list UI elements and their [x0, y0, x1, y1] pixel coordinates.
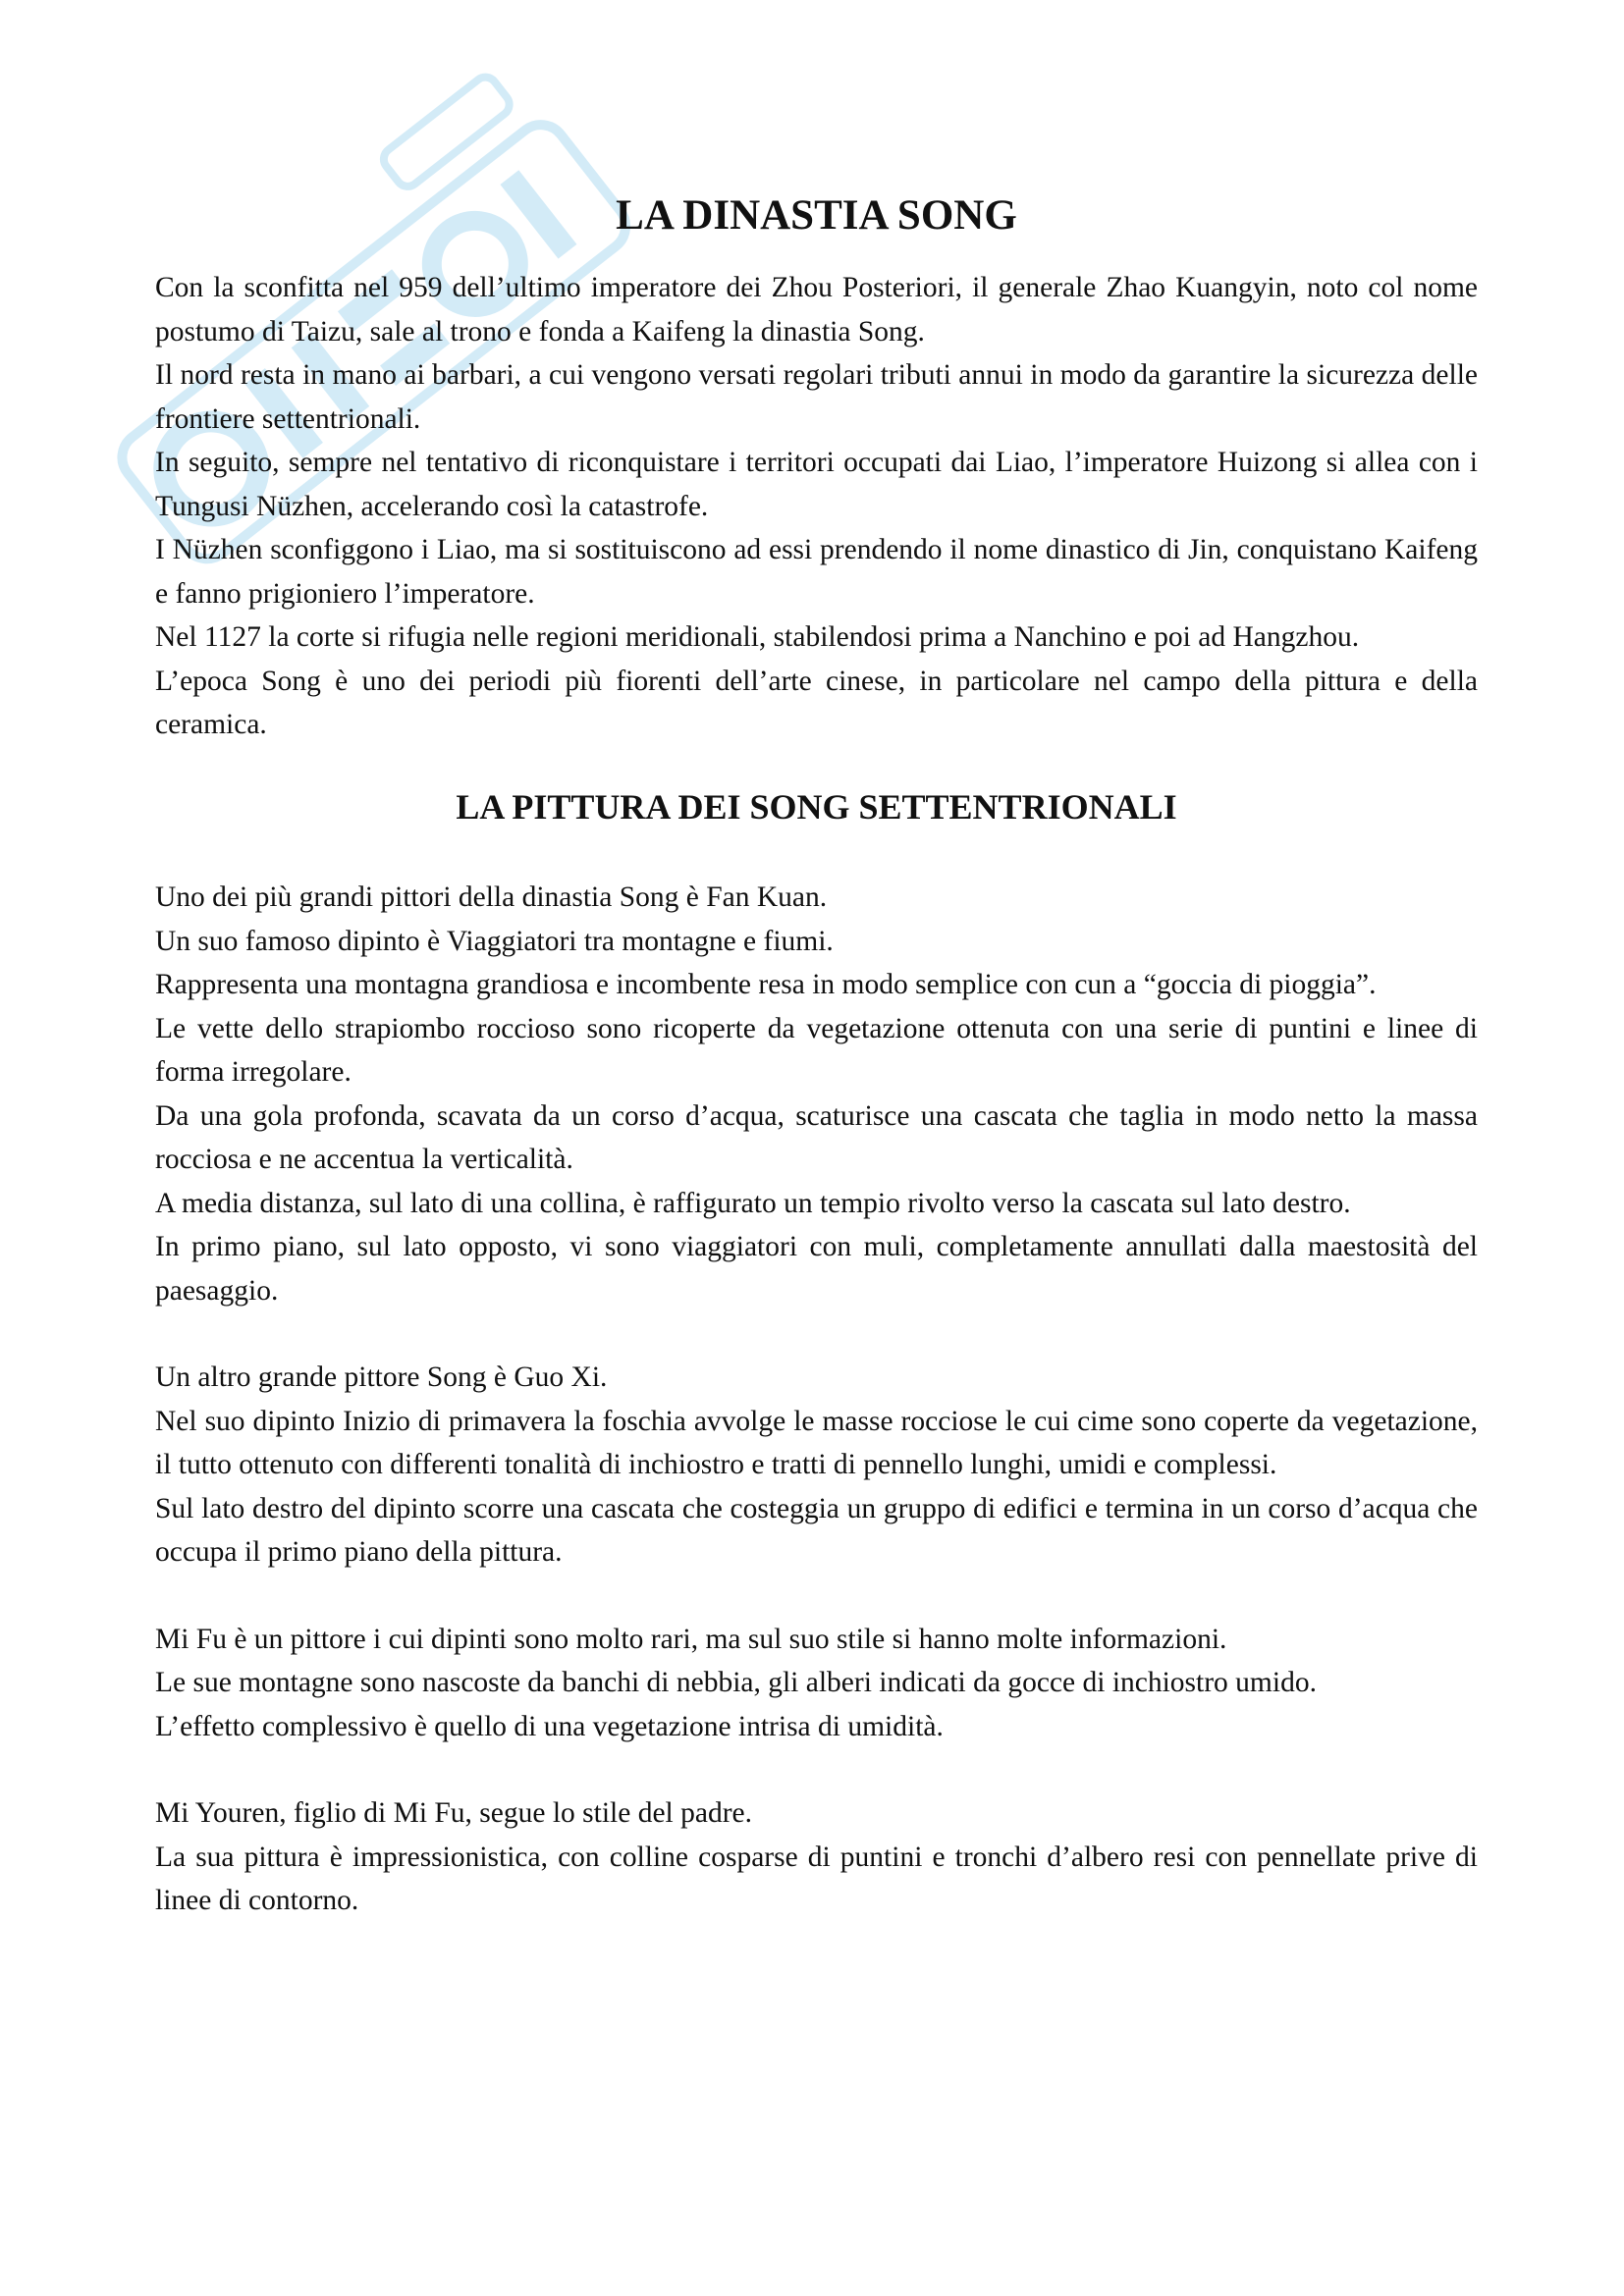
fan-kuan-paragraph: Le vette dello strapiombo roccioso sono ricoperte da vegetazione ottenuta con una serie di puntini e linee di forma irregolare.	[155, 1012, 1478, 1089]
intro-paragraph: L’epoca Song è uno dei periodi più fiorenti dell’arte cinese, in particolare nel campo della pittura e della ceramica.	[155, 665, 1478, 741]
fan-kuan-paragraph: Rappresenta una montagna grandiosa e incombente resa in modo semplice con cun a “goccia di pioggia”.	[155, 969, 1377, 1001]
intro-paragraph: Nel 1127 la corte si rifugia nelle regioni meridionali, stabilendosi prima a Nanchino e poi ad Hangzhou.	[155, 621, 1360, 654]
section-title: LA PITTURA DEI SONG SETTENTRIONALI	[456, 786, 1177, 827]
fan-kuan-paragraph: Un suo famoso dipinto è Viaggiatori tra montagne e fiumi.	[155, 925, 834, 957]
mi-youren-paragraph: Mi Youren, figlio di Mi Fu, segue lo stile del padre.	[155, 1797, 752, 1830]
paragraph-gap	[155, 1575, 1478, 1618]
paragraph-gap	[155, 1748, 1478, 1791]
paragraph-gap	[155, 1312, 1478, 1356]
fan-kuan-paragraph: Uno dei più grandi pittori della dinastia Song è Fan Kuan.	[155, 881, 828, 914]
document-content	[155, 192, 1478, 1923]
guo-xi-paragraph: Un altro grande pittore Song è Guo Xi.	[155, 1362, 608, 1394]
mi-youren-paragraph: La sua pittura è impressionistica, con colline cosparse di puntini e tronchi d’albero resi con pennellate prive di linee di contorno.	[155, 1841, 1478, 1917]
fan-kuan-paragraph: A media distanza, sul lato di una collina, è raffigurato un tempio rivolto verso la cascata sul lato destro.	[155, 1187, 1351, 1219]
document-title: LA DINASTIA SONG	[616, 192, 1017, 239]
mi-fu-paragraph: Le sue montagne sono nascoste da banchi di nebbia, gli alberi indicati da gocce di inchiostro umido.	[155, 1667, 1317, 1699]
intro-paragraph: Con la sconfitta nel 959 dell’ultimo imperatore dei Zhou Posteriori, il generale Zhao Kuangyin, noto col nome postumo di Taizu, sale al trono e fonda a Kaifeng la dinastia Song.	[155, 272, 1478, 347]
fan-kuan-paragraph: Da una gola profonda, scavata da un corso d’acqua, scaturisce una cascata che taglia in modo netto la massa rocciosa e ne accentua la verticalità.	[155, 1099, 1478, 1176]
fan-kuan-paragraph: In primo piano, sul lato opposto, vi sono viaggiatori con muli, completamente annullati dalla maestosità del paesaggio.	[155, 1231, 1478, 1307]
guo-xi-paragraph: Nel suo dipinto Inizio di primavera la foschia avvolge le masse rocciose le cui cime sono coperte da vegetazione, il tutto ottenuto con differenti tonalità di inchiostro e tratti di pennello lunghi, umidi e complessi.	[155, 1405, 1478, 1481]
guo-xi-paragraph: Sul lato destro del dipinto scorre una cascata che costeggia un gruppo di edifici e termina in un corso d’acqua che occupa il primo piano della pittura.	[155, 1492, 1478, 1569]
mi-fu-paragraph: L’effetto complessivo è quello di una vegetazione intrisa di umidità.	[155, 1710, 944, 1742]
watermark-tag	[379, 73, 514, 191]
intro-paragraph: In seguito, sempre nel tentativo di riconquistare i territori occupati dai Liao, l’imperatore Huizong si allea con i Tungusi Nüzhen, accelerando così la catastrofe.	[155, 447, 1478, 522]
intro-paragraph: I Nüzhen sconfiggono i Liao, ma si sostituiscono ad essi prendendo il nome dinastico di Jin, conquistano Kaifeng e fanno prigioniero l’imperatore.	[155, 534, 1478, 610]
mi-fu-paragraph: Mi Fu è un pittore i cui dipinti sono molto rari, ma sul suo stile si hanno molte informazioni.	[155, 1623, 1227, 1655]
intro-paragraph: Il nord resta in mano ai barbari, a cui vengono versati regolari tributi annui in modo da garantire la sicurezza delle frontiere settentrionali.	[155, 359, 1478, 435]
